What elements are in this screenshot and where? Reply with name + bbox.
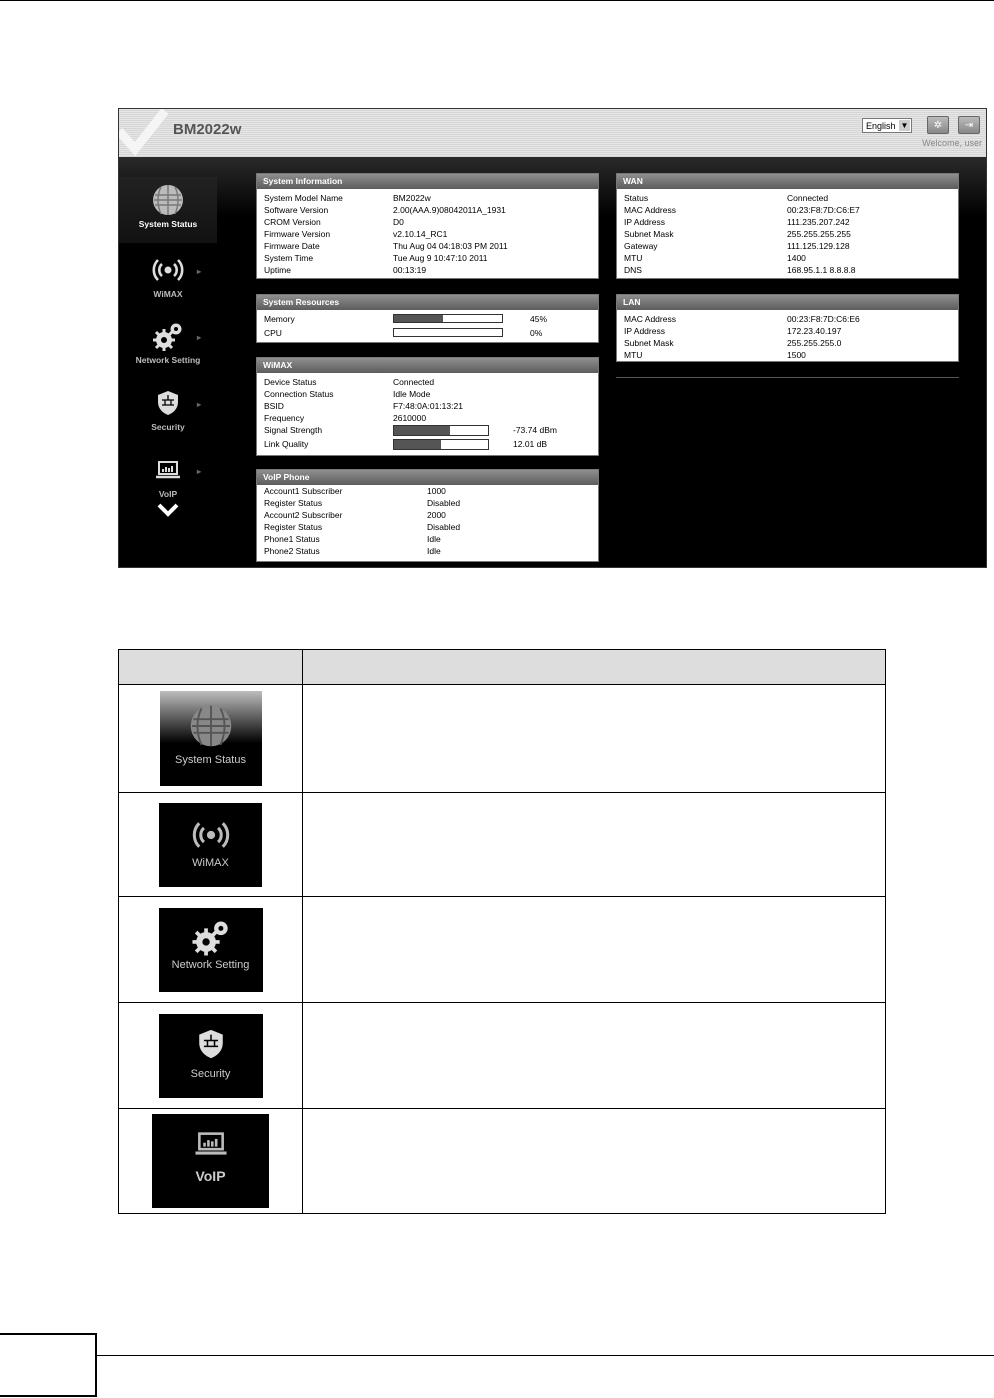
info-row [617, 216, 958, 228]
info-label: MAC Address [624, 205, 676, 215]
info-row [257, 545, 598, 557]
memory-value: 45% [530, 314, 548, 324]
welcome-text: Welcome, user [922, 138, 982, 148]
cpu-bar [393, 328, 503, 337]
info-value: Idle [427, 534, 441, 544]
scroll-down-icon[interactable] [157, 503, 179, 517]
panel-title: VoIP Phone [257, 470, 598, 485]
info-row [617, 204, 958, 216]
info-label: Phone2 Status [264, 546, 320, 556]
info-row [257, 485, 598, 497]
cpu-value: 0% [530, 328, 543, 338]
info-row [617, 264, 958, 276]
info-label: Frequency [264, 413, 305, 423]
info-label: Uptime [264, 265, 291, 275]
cpu-label: CPU [264, 328, 282, 338]
settings-button[interactable] [927, 116, 949, 134]
info-label: Register Status [264, 522, 323, 532]
main-area [119, 157, 987, 568]
info-value: Tue Aug 9 10:47:10 2011 [393, 253, 488, 263]
info-value: Idle Mode [393, 389, 431, 399]
info-row [257, 509, 598, 521]
info-label: DNS [624, 265, 642, 275]
table-row [119, 1003, 886, 1109]
info-row [257, 497, 598, 509]
memory-label: Memory [264, 314, 295, 324]
memory-bar [393, 314, 503, 323]
info-row [257, 521, 598, 533]
info-value: D0 [393, 217, 404, 227]
wrench-icon: ✲ [933, 120, 943, 131]
info-row [257, 228, 598, 240]
language-value: English [866, 121, 896, 131]
memory-bar-fill [394, 315, 443, 322]
panel-title: System Resources [257, 295, 598, 310]
info-label: Account2 Subscriber [264, 510, 343, 520]
sidebar [119, 157, 217, 568]
page-number-box [0, 1333, 97, 1397]
sidebar-item-security[interactable] [119, 380, 217, 446]
divider [616, 377, 959, 378]
info-label: Device Status [264, 377, 317, 387]
link-quality-value: 12.01 dB [513, 439, 548, 449]
table-row [119, 1109, 886, 1214]
globe-icon [151, 183, 185, 217]
wimax-tile [159, 803, 262, 887]
info-row [257, 388, 598, 400]
info-row [257, 204, 598, 216]
info-label: System Time [264, 253, 314, 263]
info-label: Subnet Mask [624, 229, 674, 239]
sidebar-item-label: Security [151, 422, 185, 432]
info-value: 1000 [427, 486, 446, 496]
info-row [257, 264, 598, 276]
tile-label: WiMAX [192, 856, 229, 869]
tile-label: Network Setting [171, 958, 250, 971]
description-cell [303, 897, 886, 1003]
sidebar-item-wimax[interactable] [119, 247, 217, 313]
info-value: 00:13:19 [393, 265, 427, 275]
sidebar-item-network-setting[interactable] [119, 313, 217, 379]
chevron-right-icon: ▸ [197, 333, 202, 342]
system-status-tile [160, 691, 262, 786]
info-label: Software Version [264, 205, 329, 215]
signal-icon [151, 253, 185, 287]
description-cell [303, 685, 886, 793]
language-select[interactable] [862, 118, 912, 133]
system-resources-panel [256, 294, 599, 343]
security-tile [159, 1014, 263, 1098]
wan-panel [616, 173, 959, 279]
info-value: Disabled [427, 522, 461, 532]
logout-button[interactable] [958, 116, 980, 134]
info-label: Gateway [624, 241, 658, 251]
signal-strength-label: Signal Strength [264, 425, 323, 435]
info-label: Firmware Date [264, 241, 320, 251]
link-quality-bar [393, 439, 489, 450]
chevron-down-icon: ▼ [900, 121, 909, 130]
info-label: Account1 Subscriber [264, 486, 343, 496]
lan-panel [616, 294, 959, 362]
info-row [617, 228, 958, 240]
voip-phone-panel [256, 469, 599, 562]
info-value: 00:23:F8:7D:C6:E7 [787, 205, 860, 215]
table-header-cell [303, 650, 886, 685]
tile-label: Security [190, 1067, 231, 1080]
signal-strength-bar [393, 425, 489, 436]
sidebar-item-label: System Status [138, 219, 198, 229]
cpu-row [257, 327, 598, 341]
info-row [257, 240, 598, 252]
info-row [257, 252, 598, 264]
sidebar-item-label: VoIP [158, 489, 178, 499]
chevron-right-icon: ▸ [197, 400, 202, 409]
info-label: Phone1 Status [264, 534, 320, 544]
info-row [257, 400, 598, 412]
tile-label: VoIP [195, 1168, 226, 1184]
info-row [617, 192, 958, 204]
top-rule [0, 0, 994, 1]
info-row [617, 252, 958, 264]
signal-strength-row [257, 424, 598, 438]
info-label: IP Address [624, 217, 665, 227]
sidebar-item-label: Network Setting [135, 355, 201, 365]
memory-row [257, 313, 598, 327]
voip-tile [152, 1114, 269, 1208]
panel-title: WiMAX [257, 358, 598, 373]
info-value: BM2022w [393, 193, 431, 203]
sidebar-item-system-status[interactable] [119, 177, 217, 243]
info-value: 2610000 [393, 413, 427, 423]
info-value: 255.255.255.0 [787, 338, 842, 348]
info-row [257, 192, 598, 204]
info-value: Connected [787, 193, 829, 203]
chevron-right-icon: ▸ [197, 467, 202, 476]
info-label: Register Status [264, 498, 323, 508]
info-label: IP Address [624, 326, 665, 336]
info-value: 1400 [787, 253, 806, 263]
info-value: 111.125.129.128 [787, 241, 850, 251]
info-label: Subnet Mask [624, 338, 674, 348]
globe-icon [188, 691, 234, 749]
info-value: 168.95.1.1 8.8.8.8 [787, 265, 856, 275]
info-label: Connection Status [264, 389, 334, 399]
info-row [617, 349, 958, 361]
description-cell [303, 793, 886, 897]
info-row [257, 412, 598, 424]
icon-table [118, 649, 886, 1214]
info-label: MTU [624, 253, 643, 263]
description-cell [303, 1003, 886, 1109]
info-row [617, 240, 958, 252]
link-quality-label: Link Quality [264, 439, 309, 449]
chevron-right-icon: ▸ [197, 267, 202, 276]
info-value: 1500 [787, 350, 806, 360]
link-quality-bar-fill [394, 440, 441, 449]
system-information-panel [256, 173, 599, 279]
link-quality-row [257, 438, 598, 452]
shield-icon [191, 1014, 231, 1064]
table-row [119, 897, 886, 1003]
info-value: Disabled [427, 498, 461, 508]
network-setting-tile [159, 908, 263, 992]
info-label: BSID [264, 401, 284, 411]
wimax-panel [256, 357, 599, 456]
info-label: MAC Address [624, 314, 676, 324]
laptop-chart-icon [151, 453, 185, 487]
header-bar [119, 109, 987, 157]
laptop-chart-icon [187, 1114, 235, 1166]
table-row [119, 685, 886, 793]
logout-icon: ⇥ [964, 120, 974, 131]
info-value: Idle [427, 546, 441, 556]
info-row [617, 337, 958, 349]
sidebar-item-label: WiMAX [153, 289, 183, 299]
signal-icon [189, 803, 233, 855]
info-row [617, 325, 958, 337]
signal-strength-bar-fill [394, 426, 450, 435]
info-value: v2.10.14_RC1 [393, 229, 448, 239]
info-label: Firmware Version [264, 229, 331, 239]
panel-title: System Information [257, 174, 598, 189]
info-row [257, 376, 598, 388]
table-row [119, 793, 886, 897]
info-value: 2.00(AAA.9)08042011A_1931 [393, 205, 506, 215]
info-row [617, 313, 958, 325]
info-label: CROM Version [264, 217, 321, 227]
info-value: 255.255.255.255 [787, 229, 851, 239]
info-label: MTU [624, 350, 643, 360]
table-header-row [119, 650, 886, 685]
panel-title: WAN [617, 174, 958, 189]
web-ui-screenshot [118, 108, 987, 568]
info-label: System Model Name [264, 193, 343, 203]
gears-icon [151, 319, 185, 353]
tile-label: System Status [175, 754, 246, 766]
app-title: BM2022w [173, 121, 242, 138]
info-value: 00:23:F8:7D:C6:E6 [787, 314, 860, 324]
footer-rule [97, 1355, 994, 1356]
info-row [257, 533, 598, 545]
shield-icon [151, 386, 185, 420]
description-cell [303, 1109, 886, 1214]
info-row [257, 216, 598, 228]
info-value: F7:48:0A:01:13:21 [393, 401, 463, 411]
info-value: 111.235.207.242 [787, 217, 850, 227]
info-label: Status [624, 193, 649, 203]
info-value: 2000 [427, 510, 446, 520]
signal-strength-value: -73.74 dBm [513, 425, 557, 435]
info-value: 172.23.40.197 [787, 326, 842, 336]
panel-title: LAN [617, 295, 958, 310]
info-value: Thu Aug 04 04:18:03 PM 2011 [393, 241, 508, 251]
table-header-cell [119, 650, 303, 685]
gears-icon [186, 908, 236, 958]
info-value: Connected [393, 377, 435, 387]
